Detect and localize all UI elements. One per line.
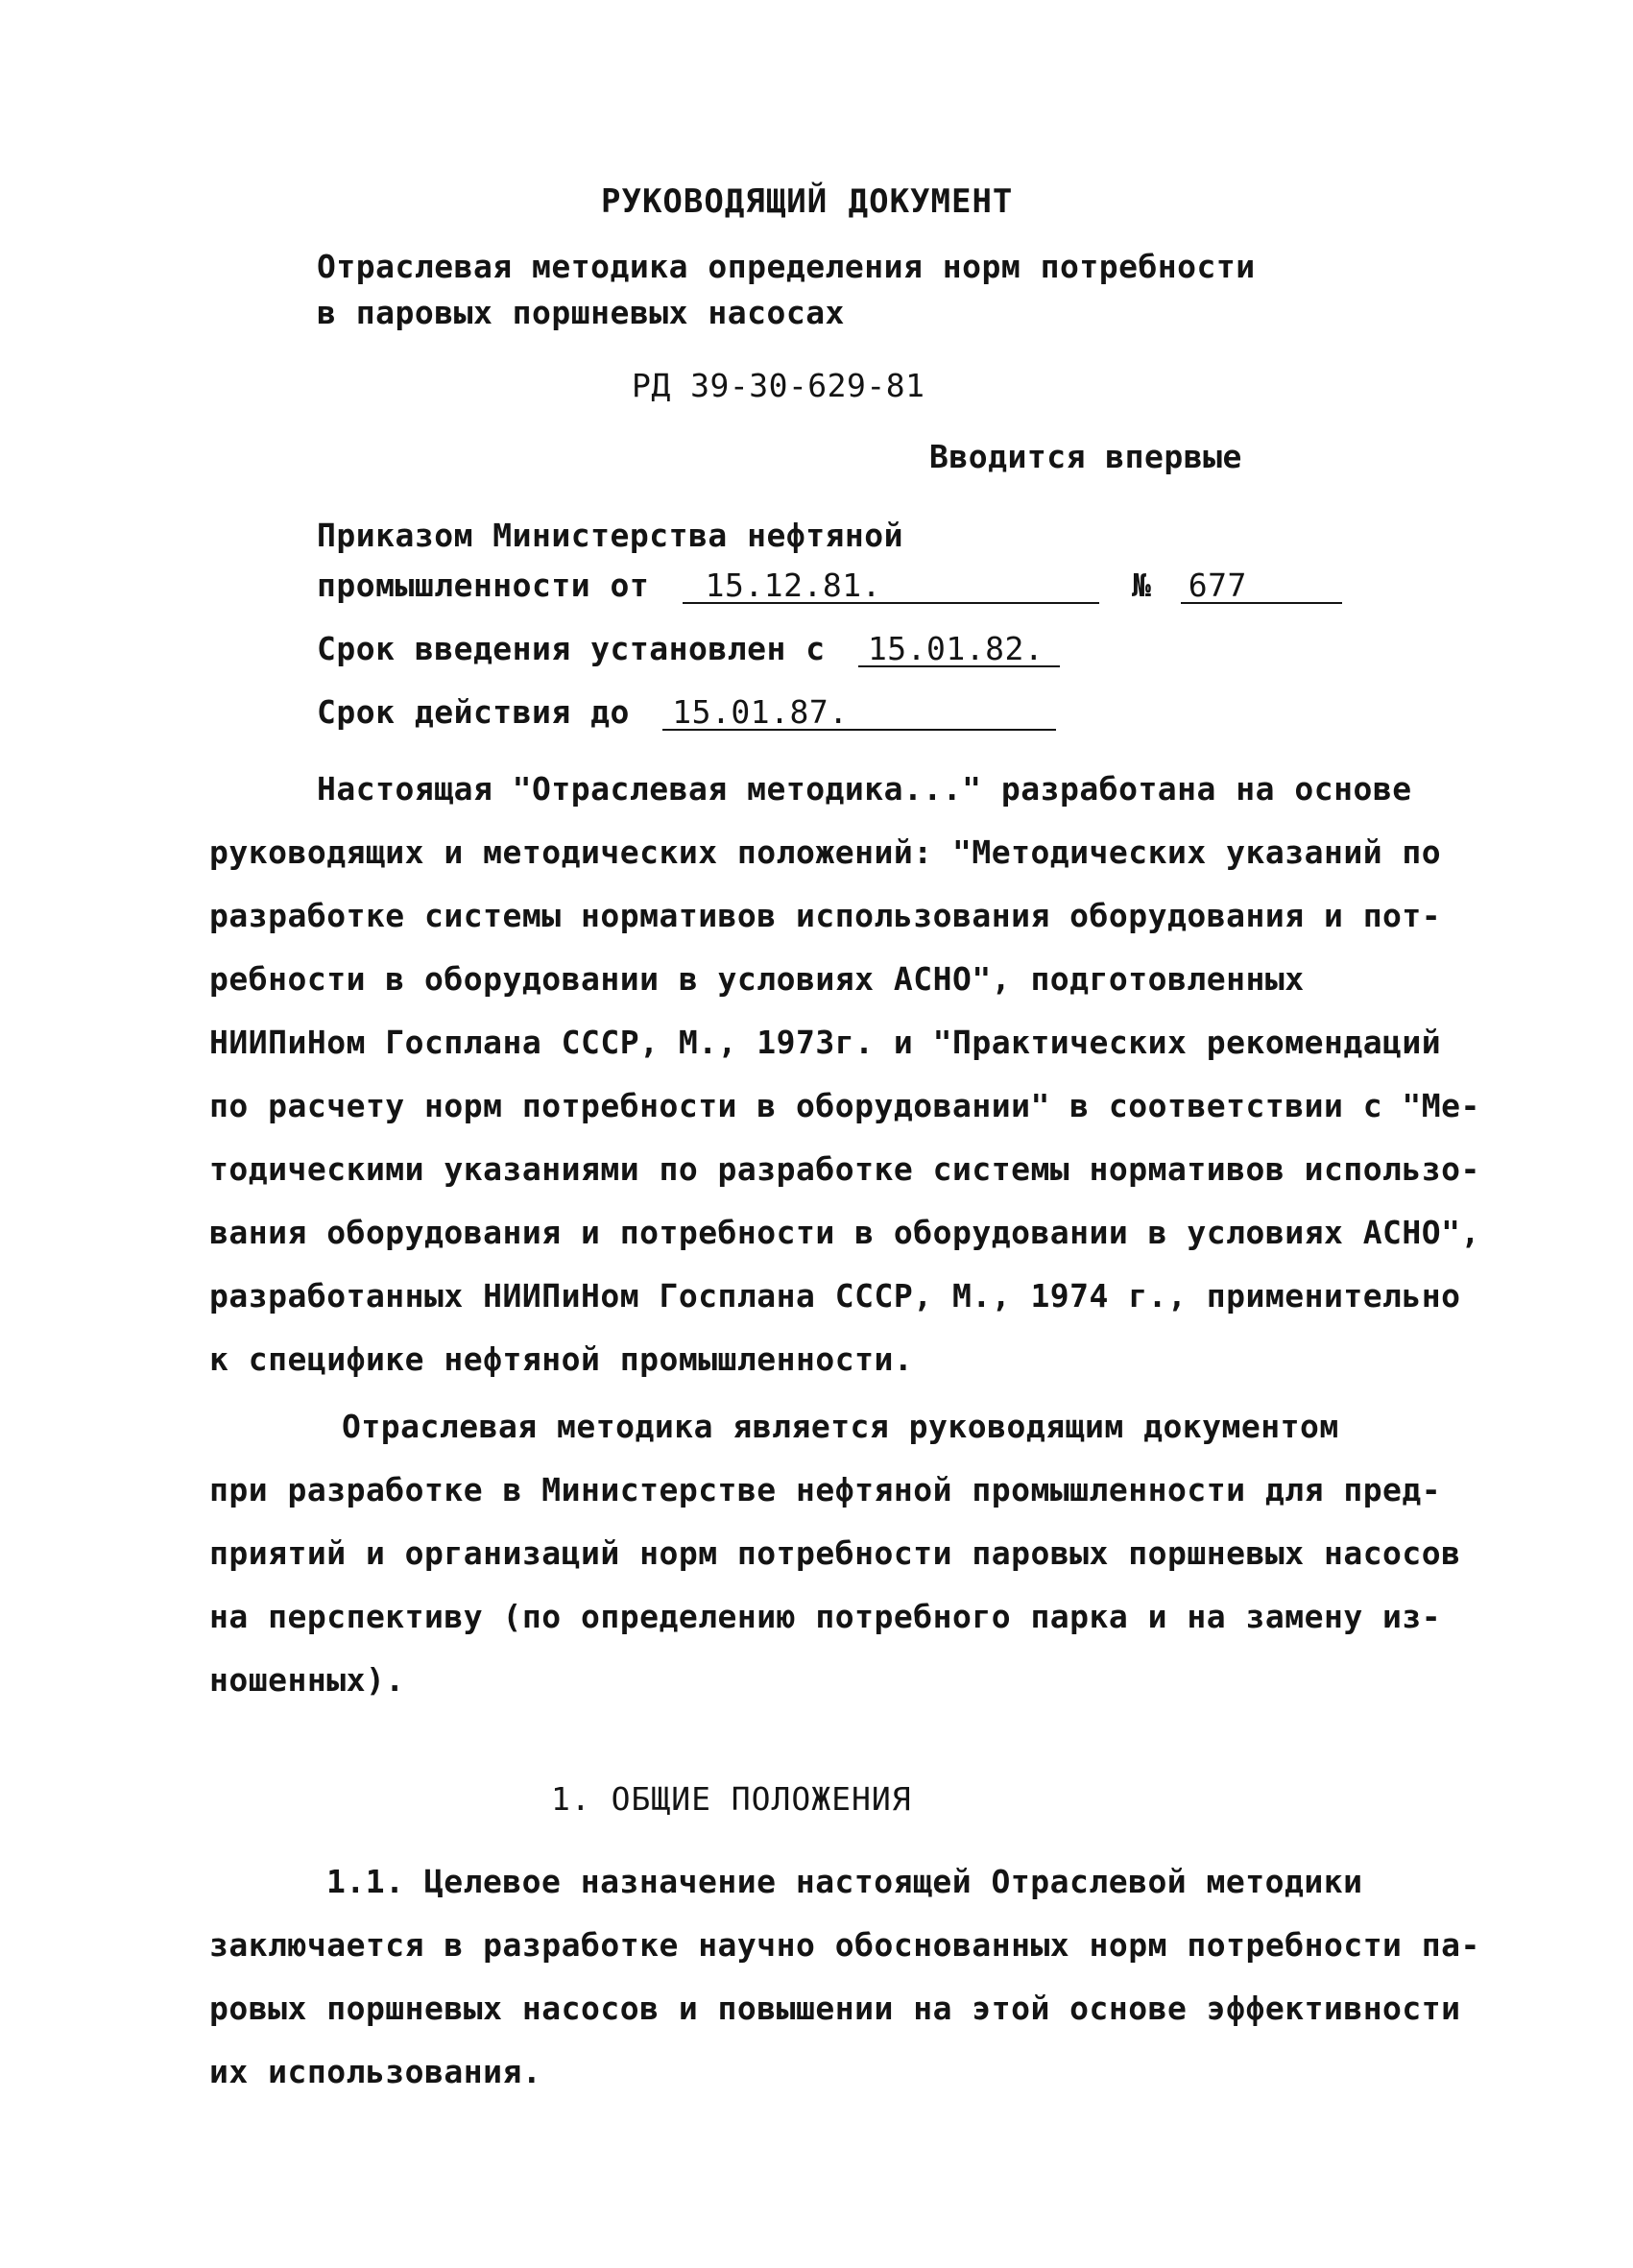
paragraph-1-line: к специфике нефтяной промышленности. [209,1340,914,1378]
order-prefix: промышленности от [317,567,650,604]
section-paragraph-line: заключается в разработке научно обоснованных норм потребности па- [209,1926,1480,1964]
section-paragraph-line: 1.1. Целевое назначение настоящей Отраслевой методики [326,1863,1363,1900]
paragraph-1-line: тодическими указаниями по разработке системы нормативов использо- [209,1150,1480,1188]
section-paragraph-line: их использования. [209,2053,542,2090]
paragraph-1-line: ребности в оборудовании в условиях АСНО", подготовленных [209,960,1305,998]
intro-date-line [317,630,1060,668]
paragraph-2-line: на перспективу (по определению потребного парка и на замену из- [209,1598,1442,1635]
paragraph-1-line: НИИПиНом Госплана СССР, М., 1973г. и "Практических рекомендаций [209,1024,1442,1061]
intro-date: 15.01.82. [858,633,1060,667]
section-paragraph-line: ровых поршневых насосов и повышении на этой основе эффективности [209,1990,1461,2027]
introduced-note: Вводится впервые [929,438,1242,475]
order-line-2 [317,567,1342,605]
paragraph-2-line: при разработке в Министерстве нефтяной промышленности для пред- [209,1471,1442,1508]
paragraph-1-line: разработанных НИИПиНом Госплана СССР, М., 1974 г., применительно [209,1277,1461,1315]
order-line-1: Приказом Министерства нефтяной [317,517,904,554]
order-number-sign: № [1132,567,1152,604]
document-code: РД 39-30-629-81 [632,367,925,404]
paragraph-1-line: по расчету норм потребности в оборудовании" в соответствии с "Ме- [209,1087,1480,1124]
paragraph-2-line: приятий и организаций норм потребности паровых поршневых насосов [209,1534,1461,1572]
section-heading: 1. ОБЩИЕ ПОЛОЖЕНИЯ [551,1780,912,1818]
order-date: 15.12.81. [683,569,1099,604]
order-number: 677 [1181,569,1342,604]
paragraph-2-line: ношенных). [209,1661,405,1699]
paragraph-1-line: Настоящая "Отраслевая методика..." разработана на основе [317,770,1412,808]
validity-label: Срок действия до [317,693,630,731]
subtitle-line-2: в паровых поршневых насосах [317,294,845,331]
document-title: РУКОВОДЯЩИЙ ДОКУМЕНТ [601,182,1014,221]
paragraph-1-line: вания оборудования и потребности в оборудовании в условиях АСНО", [209,1214,1480,1251]
subtitle-line-1: Отраслевая методика определения норм потребности [317,248,1256,285]
paragraph-2-line: Отраслевая методика является руководящим документом [342,1408,1339,1445]
validity-date: 15.01.87. [662,696,1056,731]
intro-date-label: Срок введения установлен с [317,630,826,667]
paragraph-1-line: разработке системы нормативов использования оборудования и пот- [209,897,1442,934]
validity-line [317,693,1056,732]
paragraph-1-line: руководящих и методических положений: "Методических указаний по [209,833,1442,871]
